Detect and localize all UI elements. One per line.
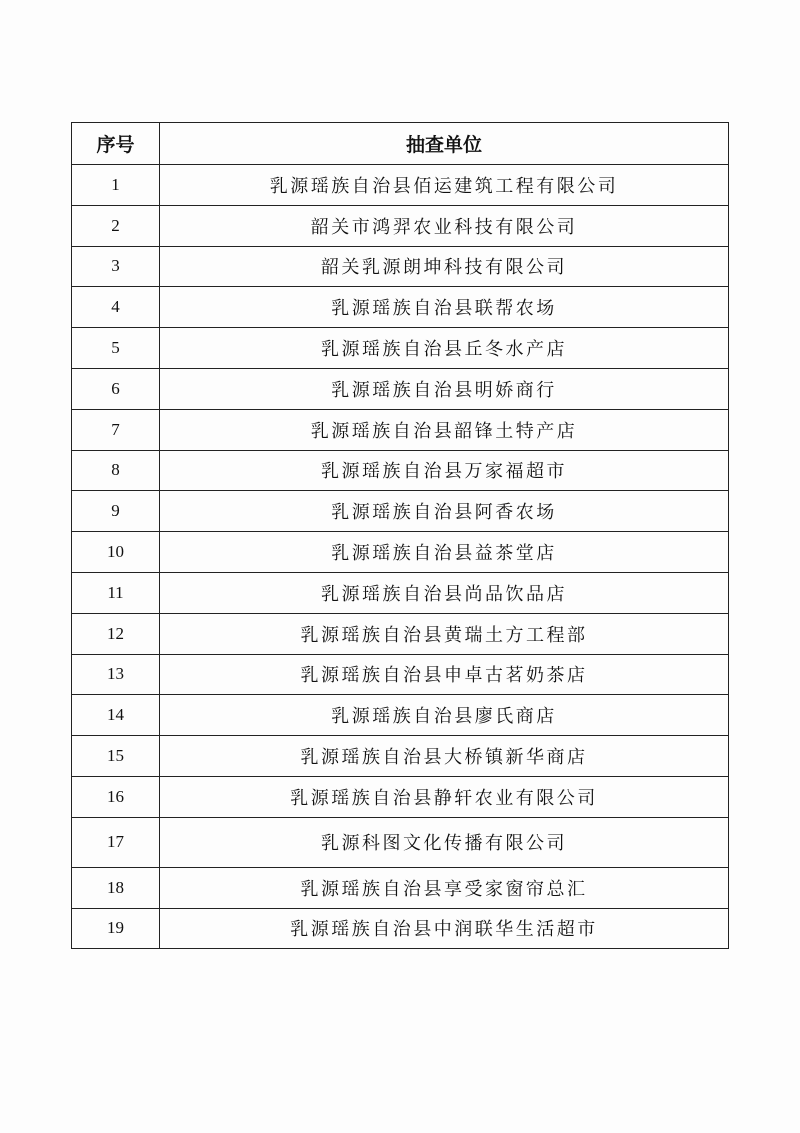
table-row (72, 817, 729, 867)
row-serial-number: 4 (72, 287, 160, 328)
table-row (72, 409, 729, 450)
table-row (72, 246, 729, 287)
row-serial-number: 11 (72, 572, 160, 613)
table-row (72, 776, 729, 817)
row-unit-name: 乳源瑶族自治县万家福超市 (160, 450, 729, 491)
row-serial-number: 15 (72, 736, 160, 777)
row-unit-name: 乳源瑶族自治县廖氏商店 (160, 695, 729, 736)
row-serial-number: 12 (72, 613, 160, 654)
row-serial-number: 10 (72, 532, 160, 573)
row-unit-name: 乳源瑶族自治县中润联华生活超市 (160, 908, 729, 949)
header-inspected-unit: 抽查单位 (160, 123, 729, 165)
row-serial-number: 8 (72, 450, 160, 491)
header-serial-number: 序号 (72, 123, 160, 165)
table-row (72, 736, 729, 777)
row-unit-name: 乳源瑶族自治县阿香农场 (160, 491, 729, 532)
table-row (72, 165, 729, 206)
row-unit-name: 乳源瑶族自治县韶锋土特产店 (160, 409, 729, 450)
row-unit-name: 乳源瑶族自治县尚品饮品店 (160, 572, 729, 613)
table-row (72, 368, 729, 409)
row-serial-number: 5 (72, 328, 160, 369)
row-unit-name: 乳源瑶族自治县申卓古茗奶茶店 (160, 654, 729, 695)
inspection-units-table (71, 122, 729, 949)
table-row (72, 491, 729, 532)
table-row (72, 205, 729, 246)
table-row (72, 654, 729, 695)
table-row (72, 695, 729, 736)
table-row (72, 613, 729, 654)
row-serial-number: 6 (72, 368, 160, 409)
row-unit-name: 乳源瑶族自治县黄瑞土方工程部 (160, 613, 729, 654)
row-serial-number: 13 (72, 654, 160, 695)
table-row (72, 532, 729, 573)
row-serial-number: 16 (72, 776, 160, 817)
row-serial-number: 17 (72, 817, 160, 867)
row-serial-number: 9 (72, 491, 160, 532)
row-unit-name: 韶关乳源朗坤科技有限公司 (160, 246, 729, 287)
row-unit-name: 乳源瑶族自治县佰运建筑工程有限公司 (160, 165, 729, 206)
table-row (72, 867, 729, 908)
row-unit-name: 乳源瑶族自治县丘冬水产店 (160, 328, 729, 369)
table-row (72, 287, 729, 328)
row-serial-number: 14 (72, 695, 160, 736)
table-row (72, 450, 729, 491)
row-serial-number: 1 (72, 165, 160, 206)
table-row (72, 908, 729, 949)
row-unit-name: 乳源瑶族自治县享受家窗帘总汇 (160, 867, 729, 908)
row-serial-number: 18 (72, 867, 160, 908)
row-unit-name: 乳源瑶族自治县明娇商行 (160, 368, 729, 409)
table-body (72, 165, 729, 949)
row-unit-name: 乳源瑶族自治县静轩农业有限公司 (160, 776, 729, 817)
table-row (72, 572, 729, 613)
row-serial-number: 3 (72, 246, 160, 287)
row-unit-name: 乳源瑶族自治县联帮农场 (160, 287, 729, 328)
row-unit-name: 乳源科图文化传播有限公司 (160, 817, 729, 867)
table-row (72, 328, 729, 369)
row-serial-number: 7 (72, 409, 160, 450)
row-serial-number: 19 (72, 908, 160, 949)
row-serial-number: 2 (72, 205, 160, 246)
row-unit-name: 韶关市鸿羿农业科技有限公司 (160, 205, 729, 246)
table-header-row (72, 123, 729, 165)
row-unit-name: 乳源瑶族自治县大桥镇新华商店 (160, 736, 729, 777)
row-unit-name: 乳源瑶族自治县益茶堂店 (160, 532, 729, 573)
